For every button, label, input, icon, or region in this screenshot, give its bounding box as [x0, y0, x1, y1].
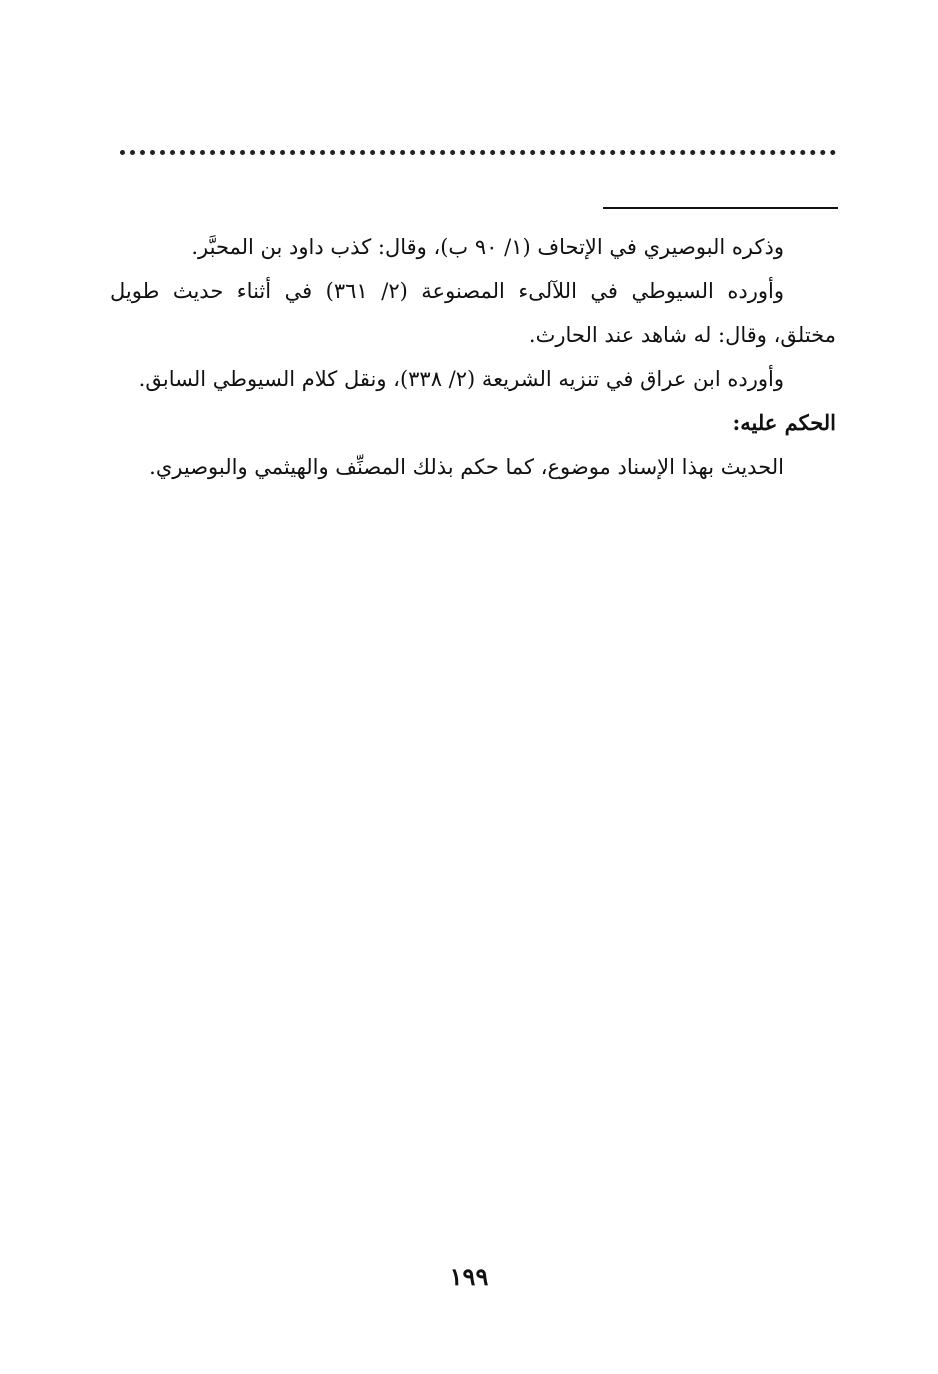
ruling-text: الحديث بهذا الإسناد موضوع، كما حكم بذلك المصنِّف والهيثمي والبوصيري. — [149, 455, 784, 479]
ruling-heading: الحكم عليه: — [732, 410, 836, 435]
footnote-paragraph-2: وأورده السيوطي في اللآلىء المصنوعة (٢/ ٣٦١) في أثناء حديث طويل مختلق، وقال: له شاهد عند الحارث. — [110, 279, 836, 347]
footnotes-block — [110, 225, 836, 489]
footnote-paragraph-3: وأورده ابن عراق في تنزيه الشريعة (٢/ ٣٣٨)، ونقل كلام السيوطي السابق. — [138, 367, 784, 391]
footnote-rule — [603, 207, 838, 209]
footnote-paragraph-1: وذكره البوصيري في الإتحاف (١/ ٩٠ ب)، وقال: كذب داود بن المحبَّر. — [191, 235, 784, 259]
page-number: ١٩٩ — [449, 1262, 489, 1291]
dotted-separator — [120, 150, 836, 155]
